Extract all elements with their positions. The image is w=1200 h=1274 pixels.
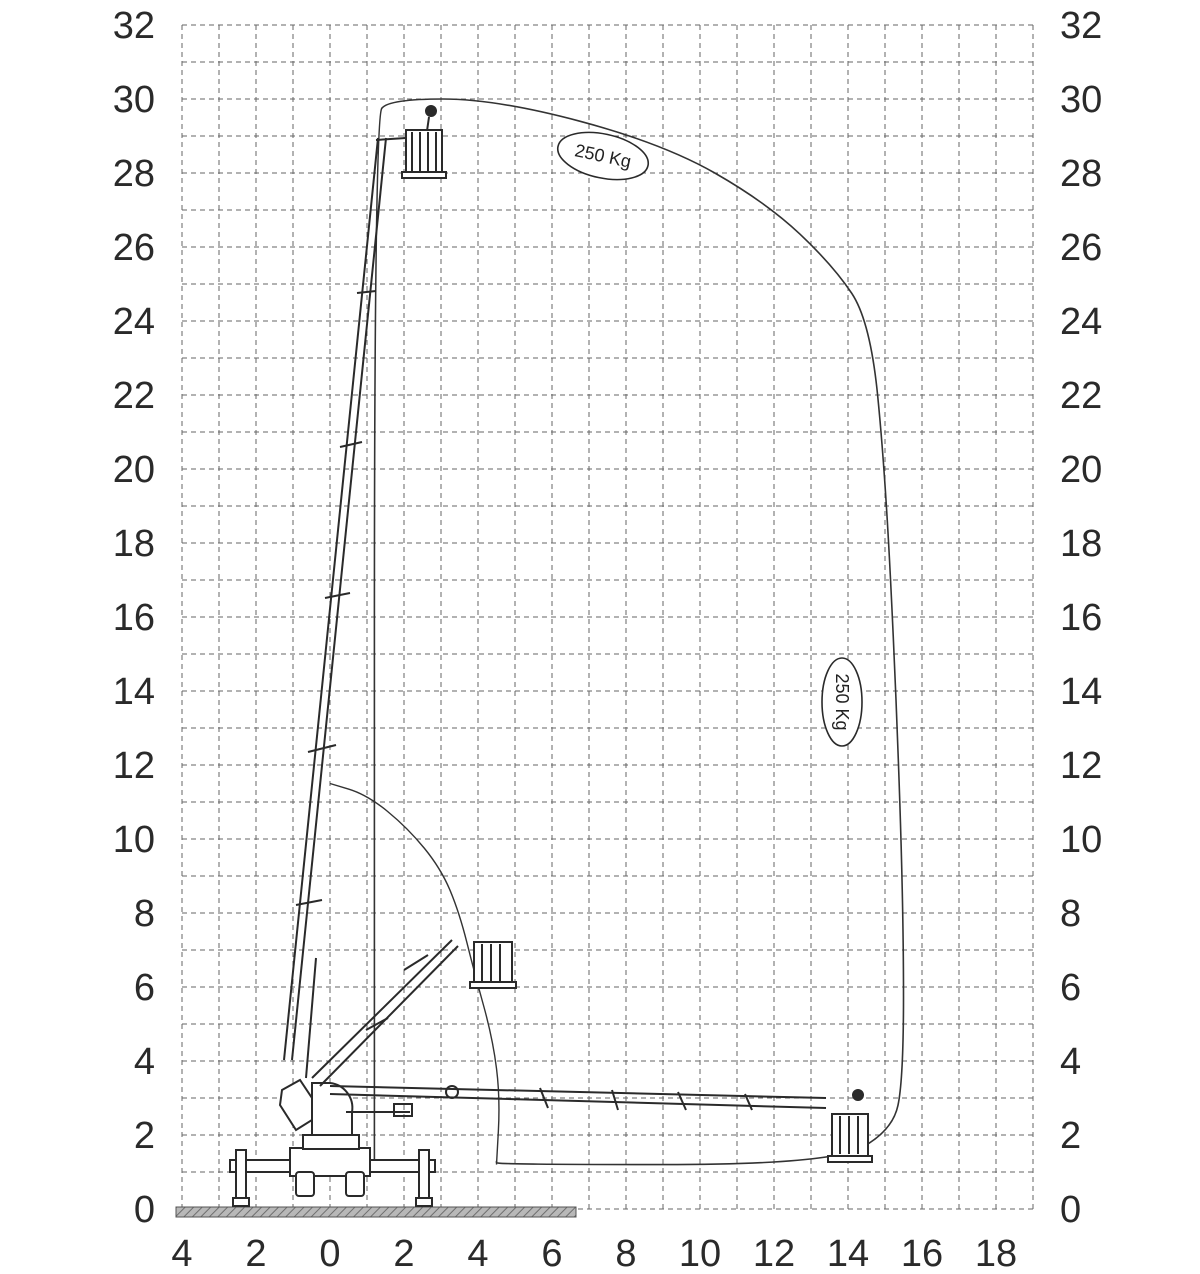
x-tick-label: 0 — [319, 1233, 341, 1274]
x-tick-label: 4 — [171, 1233, 193, 1274]
y-tick-label-right: 30 — [1060, 79, 1103, 121]
y-tick-label-left: 26 — [112, 227, 155, 269]
x-tick-label: 8 — [615, 1233, 637, 1274]
y-tick-label-right: 8 — [1060, 893, 1082, 935]
x-tick-label: 12 — [752, 1233, 796, 1274]
load-label-top-text: 250 Kg — [573, 140, 633, 172]
load-label-side-text: 250 Kg — [832, 673, 852, 731]
y-tick-label-right: 2 — [1060, 1115, 1082, 1157]
y-tick-label-left: 24 — [112, 301, 155, 343]
y-tick-label-right: 26 — [1060, 227, 1103, 269]
x-tick-label: 6 — [541, 1233, 563, 1274]
y-tick-label-left: 30 — [112, 79, 155, 121]
y-tick-label-left: 18 — [112, 523, 155, 565]
y-tick-label-right: 6 — [1060, 967, 1082, 1009]
y-tick-label-left: 8 — [133, 893, 155, 935]
y-tick-label-left: 16 — [112, 597, 155, 639]
y-tick-label-left: 32 — [112, 5, 155, 47]
y-axis-right — [1060, 5, 1102, 1231]
y-axis-left — [113, 5, 155, 1231]
y-tick-label-right: 16 — [1060, 597, 1103, 639]
y-tick-label-right: 0 — [1060, 1189, 1082, 1231]
y-tick-label-left: 2 — [133, 1115, 155, 1157]
platform-basket-side — [828, 1090, 872, 1162]
y-tick-label-right: 32 — [1060, 5, 1103, 47]
y-tick-label-left: 6 — [133, 967, 155, 1009]
y-tick-label-right: 20 — [1060, 449, 1103, 491]
y-tick-label-left: 20 — [112, 449, 155, 491]
x-tick-label: 2 — [245, 1233, 267, 1274]
y-tick-label-right: 18 — [1060, 523, 1103, 565]
x-tick-label: 10 — [678, 1233, 722, 1274]
y-tick-label-left: 10 — [112, 819, 155, 861]
x-tick-label: 4 — [467, 1233, 489, 1274]
load-label-top — [553, 125, 652, 187]
y-tick-label-right: 4 — [1060, 1041, 1082, 1083]
y-tick-label-right: 28 — [1060, 153, 1103, 195]
y-tick-label-left: 28 — [112, 153, 155, 195]
y-tick-label-right: 10 — [1060, 819, 1103, 861]
x-tick-label: 14 — [826, 1233, 870, 1274]
y-tick-label-left: 14 — [112, 671, 155, 713]
y-tick-label-left: 4 — [133, 1041, 155, 1083]
y-tick-label-right: 12 — [1060, 745, 1103, 787]
x-tick-label: 18 — [974, 1233, 1018, 1274]
y-tick-label-right: 14 — [1060, 671, 1103, 713]
y-tick-label-right: 24 — [1060, 301, 1103, 343]
y-tick-label-right: 22 — [1060, 375, 1103, 417]
y-tick-label-left: 12 — [112, 745, 155, 787]
ground-surface — [176, 1207, 576, 1217]
boom-raised-mid — [312, 940, 458, 1086]
y-tick-label-left: 0 — [133, 1189, 155, 1231]
platform-basket-top — [402, 106, 446, 178]
x-tick-label: 2 — [393, 1233, 415, 1274]
load-label-side — [822, 658, 862, 746]
x-axis — [171, 1233, 1017, 1274]
x-tick-label: 16 — [900, 1233, 944, 1274]
working-envelope-outer — [374, 99, 903, 1165]
boom-vertical — [284, 138, 406, 1078]
y-tick-label-left: 22 — [112, 375, 155, 417]
platform-basket-mid — [470, 942, 516, 988]
